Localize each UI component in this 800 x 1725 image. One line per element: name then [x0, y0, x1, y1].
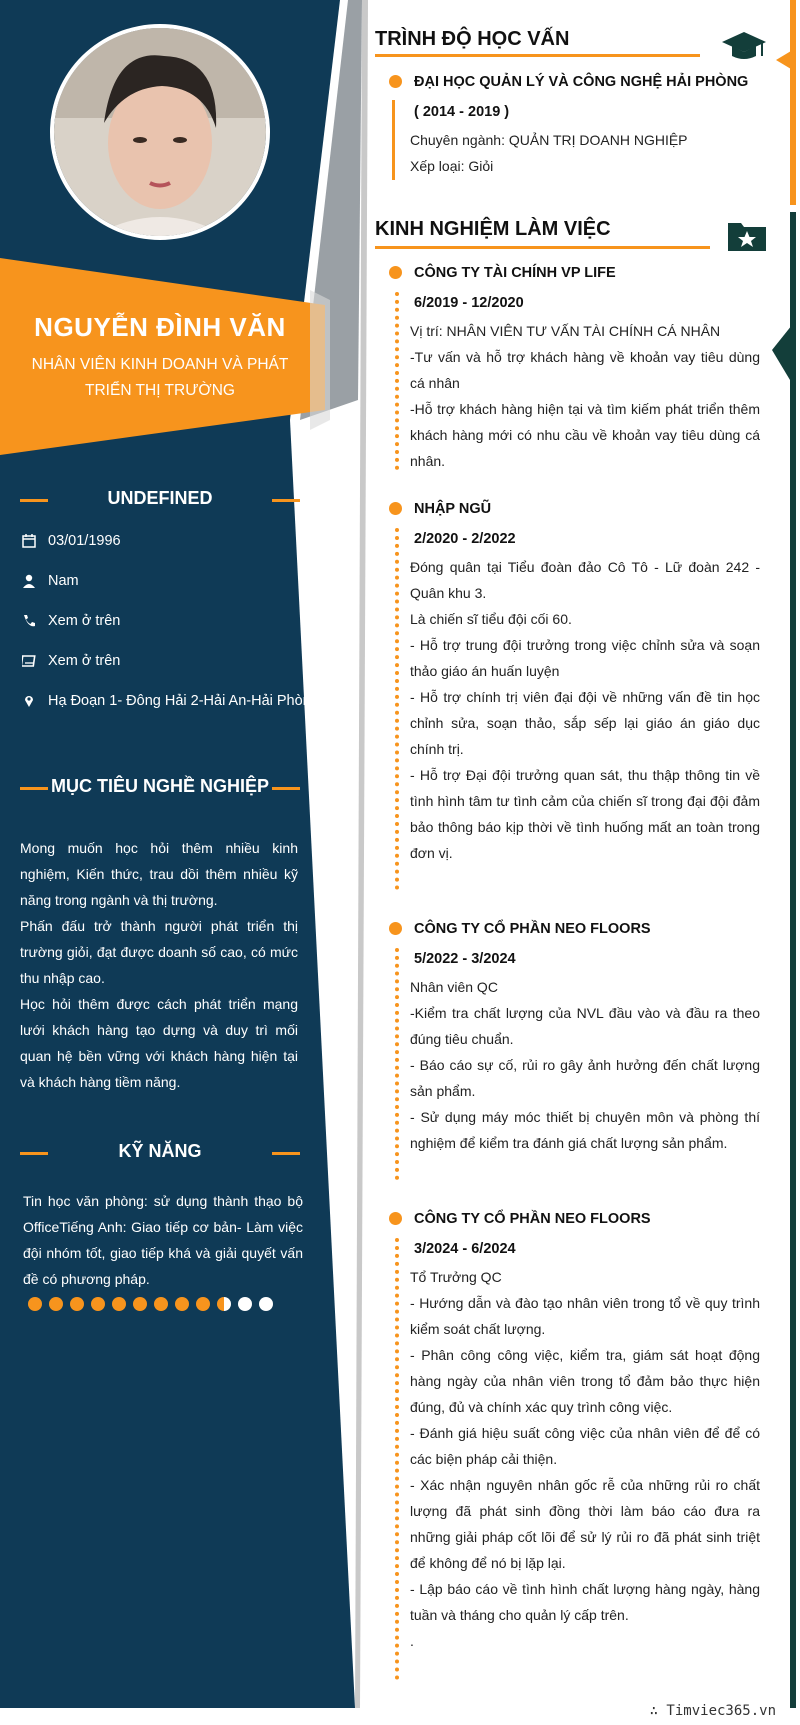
experience-heading: KINH NGHIỆM LÀM VIỆC	[375, 218, 611, 240]
contact-email	[22, 653, 120, 669]
objective-text: Mong muốn học hỏi thêm nhiều kinh nghiệm, Kiến thức, trau dồi thêm nhiều kỹ năng trong ngành và thị trường. Phấn đấu trở thành người phát triển thị trường giỏi, đạt được doanh số cao, có mức thu nhập cao. Học hỏi thêm được cách phát triển mạng lưới khách hàng tạo dựng và duy trì mối quan hệ bền vững với khách hàng hiện tại và khách hàng tiềm năng.	[20, 840, 298, 1090]
skill-dot	[28, 1297, 42, 1311]
gender-value: Nam	[48, 573, 79, 589]
job-2-description: Đóng quân tại Tiểu đoàn đảo Cô Tô - Lữ đoàn 242 - Quân khu 3. Là chiến sĩ tiểu đội cối 60. - Hỗ trợ trung đội trưởng trong việc chỉnh sửa và soạn thảo giáo án huấn luyện - Hỗ trợ chính trị viên đại đội về những vấn đề tin học chỉnh sửa, soạn thảo, sắp sếp lại giáo án giáo dục chính trị. - Hỗ trợ Đại đội trưởng quan sát, thu thập thông tin về tình hình tâm tư tình cảm của chiến sĩ trong đại đội đảm bảo thông báo kịp thời về tình huống mất an toàn trong đơn vị.	[410, 559, 760, 861]
education-line	[392, 100, 395, 180]
address-value: Hạ Đoạn 1- Đông Hải 2-Hải An-Hải Phòng	[48, 693, 319, 709]
profile-name: NGUYỄN ĐÌNH VĂN	[34, 312, 286, 342]
skills-heading	[20, 1141, 300, 1162]
job-4-company: CÔNG TY CỔ PHẦN NEO FLOORS	[414, 1211, 651, 1227]
job-3-period: 5/2022 - 3/2024	[414, 951, 516, 967]
objective-heading	[20, 776, 300, 797]
skills-heading-label: KỸ NĂNG	[118, 1141, 202, 1161]
job-bullet	[389, 1212, 402, 1225]
job-dotted-line	[395, 1238, 399, 1680]
graduation-cap-icon	[722, 30, 766, 69]
skill-dot	[259, 1297, 273, 1311]
education-bullet	[389, 75, 402, 88]
education-underline	[375, 54, 700, 57]
education-heading: TRÌNH ĐỘ HỌC VẤN	[375, 28, 570, 50]
skill-dot	[112, 1297, 126, 1311]
phone-icon	[22, 614, 36, 628]
skill-dot	[196, 1297, 210, 1311]
job-dotted-line	[395, 528, 399, 890]
skill-dot	[70, 1297, 84, 1311]
job-1-description: Vị trí: NHÂN VIÊN TƯ VẤN TÀI CHÍNH CÁ NHÂN -Tư vấn và hỗ trợ khách hàng về khoản vay tiêu dùng cá nhân -Hỗ trợ khách hàng hiện tại và tìm kiếm phát triển thêm khách hàng mới có nhu cầu về khoản vay tiêu dùng cá nhân.	[410, 323, 760, 469]
job-3-company: CÔNG TY CỔ PHẦN NEO FLOORS	[414, 921, 651, 937]
heading-dash-left	[20, 787, 48, 790]
skill-dot	[91, 1297, 105, 1311]
contact-phone	[22, 613, 120, 629]
job-bullet	[389, 266, 402, 279]
heading-dash-left	[20, 1152, 48, 1155]
avatar	[50, 24, 270, 240]
skill-dot	[133, 1297, 147, 1311]
email-value[interactable]: Xem ở trên	[48, 653, 121, 669]
education-grade: Xếp loại: Giỏi	[410, 158, 494, 174]
folder-star-icon	[728, 219, 766, 256]
profile-role: NHÂN VIÊN KINH DOANH VÀ PHÁT TRIỂN THỊ TRƯỜNG	[31, 356, 289, 399]
envelope-icon	[22, 654, 36, 668]
user-icon	[22, 574, 36, 588]
heading-dash-right	[272, 499, 300, 502]
job-1-company: CÔNG TY TÀI CHÍNH VP LIFE	[414, 265, 616, 281]
job-bullet	[389, 502, 402, 515]
job-4-period: 3/2024 - 6/2024	[414, 1241, 516, 1257]
job-3-description: Nhân viên QC -Kiểm tra chất lượng của NVL đầu vào và đầu ra theo đúng tiêu chuẩn. - Báo cáo sự cố, rủi ro gây ảnh hưởng đến chất lượng sản phẩm. - Sử dụng máy móc thiết bị chuyên môn và phòng thí nghiệm để kiểm tra đánh giá chất lượng sản phẩm.	[410, 979, 760, 1151]
education-years: ( 2014 - 2019 )	[414, 104, 510, 120]
job-bullet	[389, 922, 402, 935]
skill-dot	[175, 1297, 189, 1311]
heading-dash-left	[20, 499, 48, 502]
contact-heading-label: UNDEFINED	[107, 488, 213, 508]
skill-dot	[238, 1297, 252, 1311]
contact-birthday	[22, 533, 121, 549]
skill-dot	[217, 1297, 231, 1311]
job-2-period: 2/2020 - 2/2022	[414, 531, 516, 547]
phone-value[interactable]: Xem ở trên	[48, 613, 121, 629]
skill-dot	[154, 1297, 168, 1311]
skills-text: Tin học văn phòng: sử dụng thành thạo bộ OfficeTiếng Anh: Giao tiếp cơ bản- Làm việc đội nhóm tốt, giao tiếp khá và giải quyết vấn đề có phương pháp.	[23, 1193, 303, 1287]
map-pin-icon	[22, 694, 36, 708]
contact-address	[22, 693, 319, 709]
education-school: ĐẠI HỌC QUẢN LÝ VÀ CÔNG NGHỆ HẢI PHÒNG	[414, 74, 749, 90]
education-major: Chuyên ngành: QUẢN TRỊ DOANH NGHIỆP	[410, 132, 688, 148]
objective-heading-label: MỤC TIÊU NGHỀ NGHIỆP	[50, 776, 269, 796]
heading-dash-right	[272, 787, 300, 790]
experience-underline	[375, 246, 710, 249]
job-2-company: NHẬP NGŨ	[414, 501, 492, 517]
calendar-icon	[22, 534, 36, 548]
birthday-value: 03/01/1996	[48, 533, 121, 549]
skill-dot	[49, 1297, 63, 1311]
job-1-period: 6/2019 - 12/2020	[414, 295, 524, 311]
skill-rating	[28, 1297, 280, 1311]
job-4-description: Tổ Trưởng QC - Hướng dẫn và đào tạo nhân viên trong tổ về quy trình kiểm soát chất lượng. - Phân công công việc, kiểm tra, giám sát hoạt động hàng ngày của nhân viên trong tổ đảm bảo thực hiện đúng, đủ và chính xác quy trình công việc. - Đánh giá hiệu suất công việc của nhân viên để để có các biện pháp cải thiện. - Xác nhận nguyên nhân gốc rễ của những rủi ro chất lượng đã phát sinh đồng thời làm báo cáo đưa ra những giải pháp cốt lõi để sử lý rủi ro đã phát sinh triệt để không để nó bị lặp lại. - Lập báo cáo về tình hình chất lượng hàng ngày, hàng tuần và tháng cho quản lý cấp trên. .	[410, 1269, 760, 1649]
footer-watermark: ∴ Timviec365.vn	[649, 1703, 776, 1719]
job-dotted-line	[395, 948, 399, 1180]
job-dotted-line	[395, 292, 399, 470]
contact-gender	[22, 573, 79, 589]
heading-dash-right	[272, 1152, 300, 1155]
contact-heading	[20, 488, 300, 509]
